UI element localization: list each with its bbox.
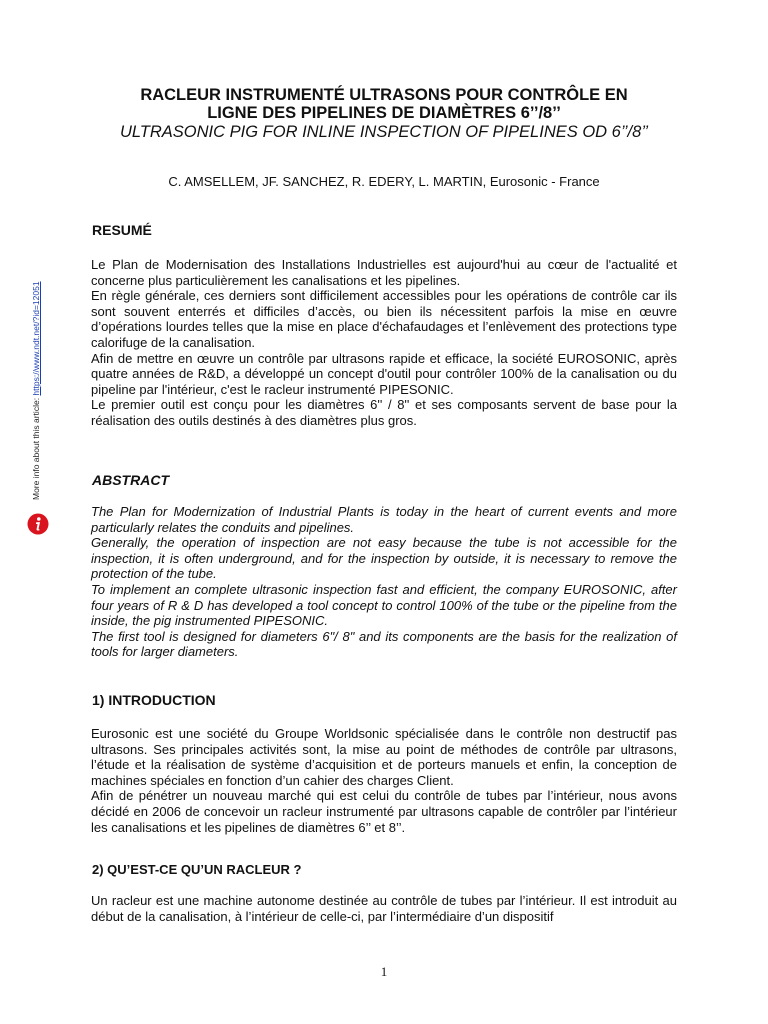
abstract-heading: ABSTRACT (92, 472, 169, 488)
abstract-body (91, 504, 677, 660)
resume-paragraph: Le premier outil est conçu pour les diamètres 6'' / 8'' et ses composants servent de base pour la réalisation des outils destinés à des diamètres plus gros. (91, 397, 677, 428)
section2-heading: 2) QU’EST-CE QU’UN RACLEUR ? (92, 862, 302, 877)
abstract-paragraph: Generally, the operation of inspection are not easy because the tube is not accessible for the inspection, it is often underground, and for the inspection by outside, it is necessary to remove the protection of the tube. (91, 535, 677, 582)
section2-paragraph: Un racleur est une machine autonome destinée au contrôle de tubes par l’intérieur. Il est introduit au début de la canalisation, à l’intérieur de celle-ci, par l’intermédiaire d’un dispositif (91, 893, 677, 924)
resume-paragraph: Afin de mettre en œuvre un contrôle par ultrasons rapide et efficace, la société EUROSONIC, après quatre années de R&D, a développé un concept d'outil pour contrôler 100% de la canalisation ou du pipeline par l'intérieur, c'est le racleur instrumenté PIPESONIC. (91, 350, 677, 397)
introduction-heading: 1) INTRODUCTION (92, 692, 216, 708)
section2-body (91, 893, 677, 924)
introduction-body (91, 726, 677, 835)
resume-paragraph: En règle générale, ces derniers sont difficilement accessibles pour les opérations de contrôle car ils sont souvent enterrés et difficiles d’accès, ou bien ils nécessitent parfois la mise en œuvre d’opérations lourdes telles que la mise en place d'échafaudages et l’enlèvement des protections type calorifuge de la canalisation. (91, 288, 677, 350)
abstract-paragraph: The Plan for Modernization of Industrial Plants is today in the heart of current events and more particularly relates the conduits and pipelines. (91, 504, 677, 535)
info-icon[interactable] (27, 513, 49, 535)
side-note (31, 281, 41, 500)
introduction-paragraph: Afin de pénétrer un nouveau marché qui est celui du contrôle de tubes par l’intérieur, nous avons décidé en 2006 de concevoir un racleur instrumenté par ultrasons capable de contrôler par l’intérieur les canalisations et les pipelines de diamètres 6’’ et 8’’. (91, 788, 677, 835)
abstract-paragraph: The first tool is designed for diameters 6"/ 8" and its components are the basis for the realization of tools for larger diameters. (91, 628, 677, 660)
side-note-prefix: More info about this article: (31, 395, 41, 500)
side-note-link[interactable]: https://www.ndt.net/?id=12051 (31, 281, 41, 396)
resume-heading: RESUMÉ (92, 222, 152, 238)
abstract-paragraph: To implement an complete ultrasonic inspection fast and efficient, the company EUROSONIC, after four years of R & D has developed a tool concept to control 100% of the tube or the pipeline from the inside, the pig instrumented PIPESONIC. (91, 581, 677, 629)
resume-paragraph: Le Plan de Modernisation des Installations Industrielles est aujourd'hui au cœur de l'actualité et concerne plus particulièrement les canalisations et les pipelines. (91, 257, 677, 288)
title-english: ULTRASONIC PIG FOR INLINE INSPECTION OF PIPELINES OD 6’’/8’’ (119, 123, 649, 141)
introduction-paragraph: Eurosonic est une société du Groupe Worldsonic spécialisée dans le contrôle non destructif pas ultrasons. Ses principales activités sont, la mise au point de méthodes de contrôle par ultrasons, l’étude et la réalisation de système d’acquisition et de porteurs manuels et enfin, la conception de machines spéciales en fonction d’un cahier des charges Client. (91, 726, 677, 788)
title-french-line-2: LIGNE DES PIPELINES DE DIAMÈTRES 6’’/8’’ (207, 104, 561, 122)
title-french-line-1: RACLEUR INSTRUMENTÉ ULTRASONS POUR CONTRÔLE EN (140, 86, 628, 104)
resume-body (91, 257, 677, 429)
page-number: 1 (380, 964, 388, 979)
authors: C. AMSELLEM, JF. SANCHEZ, R. EDERY, L. MARTIN, Eurosonic - France (168, 174, 600, 189)
